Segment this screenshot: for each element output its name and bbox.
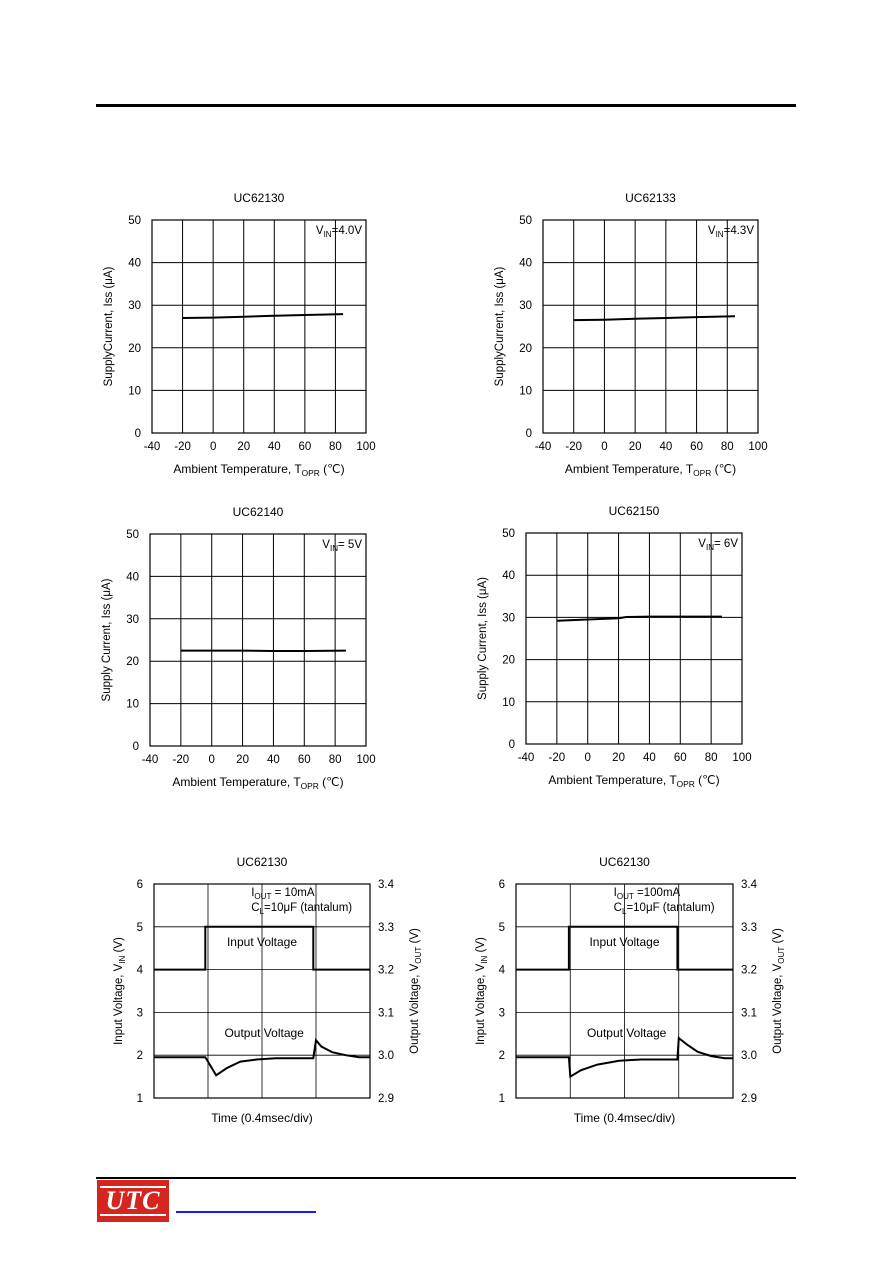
x-tick-label: -40 — [143, 441, 161, 453]
condition-label-main: V — [322, 539, 330, 551]
y-tick-label: 10 — [128, 385, 141, 398]
y-axis-label-left-tail: (V) — [113, 937, 125, 956]
y-tick-label-left: 6 — [136, 879, 143, 891]
condition-label — [614, 887, 681, 901]
x-tick-label: 40 — [659, 441, 673, 453]
y-tick-label: 10 — [502, 696, 515, 709]
plot-frame — [526, 533, 742, 744]
x-tick-label: -40 — [534, 441, 552, 453]
y-tick-label-right: 3.2 — [741, 964, 757, 977]
y-tick-label: 20 — [519, 342, 532, 355]
x-tick-label: 0 — [209, 441, 217, 453]
y-tick-label: 20 — [126, 656, 139, 669]
x-axis-label: Time (0.4msec/div) — [211, 1111, 313, 1125]
condition-label-tail: =4.0V — [331, 225, 362, 237]
x-tick-label: 60 — [298, 441, 312, 453]
chart-uc62130-supply-current — [96, 180, 396, 480]
x-axis-label-main: Ambient Temperature, T — [172, 775, 301, 789]
y-axis-label-left-main: Input Voltage, V — [113, 963, 125, 1045]
y-axis-label-right-main: Output Voltage, V — [409, 963, 421, 1054]
y-tick-label: 0 — [132, 741, 139, 753]
condition-label-tail: = 5V — [338, 539, 362, 551]
x-tick-label: -20 — [172, 754, 190, 766]
y-axis-label: SupplyCurrent, Iss (μA) — [103, 266, 115, 387]
y-tick-label: 0 — [134, 428, 141, 440]
y-axis-label-right-tail: (V) — [772, 928, 784, 947]
condition-label-main: I — [251, 887, 255, 899]
y-axis-label-left-sub: IN — [479, 955, 489, 964]
x-axis-label-sub: OPR — [676, 779, 695, 789]
x-axis-label — [565, 462, 736, 478]
chart-uc62130-transient-10ma — [100, 850, 423, 1140]
footer-rule — [96, 1177, 796, 1179]
condition-label — [251, 902, 352, 916]
chart-title: UC62140 — [232, 505, 284, 519]
x-tick-label: 80 — [704, 752, 718, 764]
condition-label-main: V — [315, 225, 324, 237]
x-axis-label-sub: OPR — [301, 468, 320, 478]
x-tick-label: 100 — [732, 752, 752, 764]
y-tick-label: 0 — [508, 739, 515, 751]
y-tick-label-right: 3.1 — [741, 1007, 757, 1020]
y-tick-label-right: 2.9 — [741, 1093, 757, 1105]
y-axis-label: Supply Current, Iss (μA) — [101, 578, 113, 702]
y-tick-label-left: 1 — [498, 1093, 505, 1105]
y-tick-label: 0 — [525, 428, 532, 440]
condition-label-main: C — [251, 902, 260, 914]
x-axis-label — [173, 462, 344, 478]
y-tick-label-right: 3.4 — [378, 879, 394, 891]
y-tick-label: 30 — [519, 300, 532, 313]
utc-logo — [97, 1180, 169, 1222]
condition-label-main: V — [707, 225, 716, 237]
x-axis-label-main: Ambient Temperature, T — [173, 462, 302, 476]
chart-title: UC62133 — [625, 191, 676, 205]
y-tick-label-left: 1 — [136, 1093, 143, 1105]
x-tick-label: 40 — [267, 441, 281, 453]
chart-title: UC62130 — [599, 855, 650, 869]
condition-label — [698, 538, 738, 552]
condition-label-main: C — [613, 902, 622, 914]
x-axis-label-main: Ambient Temperature, T — [548, 773, 677, 787]
y-axis-label-left-tail: (V) — [475, 937, 487, 956]
utc-logo-text: UTC — [100, 1186, 166, 1216]
chart-uc62130-transient-100ma — [462, 850, 792, 1140]
y-tick-label: 40 — [502, 570, 515, 583]
x-tick-label: 60 — [690, 441, 703, 453]
plot-frame — [543, 220, 758, 433]
y-tick-label-left: 6 — [498, 879, 505, 891]
y-axis-label-right-main: Output Voltage, V — [772, 963, 784, 1054]
y-tick-label-left: 3 — [136, 1007, 143, 1020]
y-tick-label-left: 4 — [136, 964, 143, 977]
y-axis-label-right-sub: OUT — [776, 946, 786, 964]
input-voltage-label: Input Voltage — [226, 935, 298, 949]
chart-title: UC62130 — [236, 855, 288, 869]
condition-label — [708, 225, 754, 239]
y-axis-label-right — [772, 928, 786, 1054]
condition-label — [614, 902, 715, 916]
y-tick-label-right: 2.9 — [378, 1093, 394, 1105]
y-tick-label: 30 — [126, 613, 139, 626]
x-tick-label: -40 — [141, 754, 159, 766]
y-tick-label-right: 3.3 — [741, 921, 757, 934]
x-tick-label: 40 — [267, 754, 280, 766]
condition-label — [251, 887, 315, 901]
y-axis-label-left-sub: IN — [117, 955, 127, 964]
x-tick-label: 100 — [748, 441, 768, 453]
x-axis-label-tail: (℃) — [711, 462, 737, 476]
x-tick-label: -20 — [565, 441, 583, 453]
y-tick-label: 40 — [519, 257, 532, 270]
condition-label-tail: = 6V — [714, 538, 738, 550]
x-tick-label: 0 — [584, 752, 591, 764]
x-tick-label: 100 — [356, 754, 376, 766]
y-axis-label-left — [475, 937, 489, 1045]
condition-label — [322, 539, 362, 553]
input-voltage-label: Input Voltage — [589, 935, 660, 949]
y-tick-label: 40 — [126, 571, 139, 584]
chart-title: UC62150 — [608, 504, 660, 518]
condition-label-tail: =10μF (tantalum) — [626, 902, 715, 914]
x-axis-label-tail: (℃) — [694, 773, 720, 787]
y-tick-label: 50 — [128, 215, 141, 227]
y-tick-label-left: 5 — [136, 921, 143, 934]
y-tick-label: 10 — [519, 385, 532, 398]
condition-label-sub: IN — [323, 229, 332, 239]
y-tick-label-left: 4 — [498, 964, 505, 977]
x-tick-label: 20 — [236, 754, 249, 766]
condition-label-tail: =100mA — [633, 887, 681, 899]
x-axis-label-sub: OPR — [300, 781, 319, 791]
y-tick-label-left: 5 — [498, 921, 505, 934]
chart-uc62140-supply-current — [96, 495, 396, 795]
output-voltage-label: Output Voltage — [586, 1026, 667, 1040]
y-tick-label-left: 2 — [136, 1050, 143, 1063]
condition-label-sub: OUT — [616, 891, 634, 901]
condition-label-sub: L — [259, 906, 264, 916]
condition-label-sub: IN — [329, 543, 339, 553]
y-tick-label-right: 3.0 — [741, 1050, 757, 1063]
header-rule — [96, 104, 796, 107]
plot-frame — [150, 534, 366, 746]
y-axis-label-left — [113, 937, 127, 1045]
y-tick-label: 10 — [126, 698, 139, 711]
x-tick-label: 0 — [208, 754, 215, 766]
x-tick-label: -20 — [548, 752, 566, 764]
x-tick-label: -20 — [174, 441, 191, 453]
condition-label-tail: = 10mA — [271, 887, 315, 899]
y-tick-label: 30 — [502, 612, 515, 625]
y-tick-label-right: 3.0 — [378, 1050, 394, 1063]
x-tick-label: 80 — [328, 754, 342, 766]
y-tick-label: 40 — [128, 257, 141, 270]
x-axis-label-tail: (℃) — [319, 462, 345, 476]
y-axis-label-right-sub: OUT — [413, 946, 423, 964]
y-axis-label: Supply Current, Iss (μA) — [477, 577, 489, 700]
y-tick-label-right: 3.1 — [378, 1007, 394, 1020]
footer-link[interactable] — [176, 1211, 316, 1213]
condition-label-sub: IN — [705, 542, 715, 552]
condition-label — [316, 225, 362, 239]
y-tick-label: 20 — [502, 654, 515, 667]
x-tick-label: 20 — [237, 441, 251, 453]
condition-label-sub: L — [621, 906, 627, 916]
y-tick-label: 20 — [128, 342, 141, 355]
chart-uc62150-supply-current — [470, 495, 770, 795]
x-tick-label: 60 — [673, 752, 687, 764]
y-tick-label: 50 — [519, 215, 532, 227]
y-axis-label-right-tail: (V) — [409, 928, 421, 947]
x-axis-label-main: Ambient Temperature, T — [564, 462, 694, 476]
x-axis-label: Time (0.4msec/div) — [573, 1111, 676, 1125]
y-tick-label-right: 3.4 — [741, 879, 757, 891]
x-tick-label: -40 — [517, 752, 535, 764]
y-tick-label-right: 3.2 — [378, 964, 394, 977]
x-axis-label — [172, 775, 343, 791]
output-voltage-label: Output Voltage — [224, 1026, 304, 1040]
y-tick-label-left: 2 — [498, 1050, 505, 1063]
x-tick-label: 60 — [297, 754, 311, 766]
y-axis-label-left-main: Input Voltage, V — [475, 963, 487, 1045]
x-tick-label: 100 — [356, 441, 376, 453]
plot-frame — [152, 220, 366, 433]
series-line-supply-current — [574, 316, 735, 320]
x-tick-label: 80 — [329, 441, 342, 453]
chart-uc62133-supply-current — [486, 180, 786, 480]
x-tick-label: 80 — [720, 441, 734, 453]
y-tick-label-left: 3 — [498, 1007, 505, 1020]
condition-label-sub: IN — [715, 229, 724, 239]
chart-title: UC62130 — [233, 191, 285, 205]
y-tick-label: 30 — [128, 300, 141, 313]
x-tick-label: 20 — [628, 441, 642, 453]
x-axis-label — [548, 773, 719, 789]
condition-label-sub: OUT — [254, 891, 272, 901]
y-tick-label: 50 — [502, 528, 515, 540]
y-axis-label-right — [409, 928, 423, 1054]
y-axis-label: SupplyCurrent, Iss (μA) — [494, 266, 506, 387]
x-axis-label-sub: OPR — [693, 468, 712, 478]
x-axis-label-tail: (℃) — [318, 775, 344, 789]
condition-label-tail: =10μF (tantalum) — [263, 902, 353, 914]
condition-label-main: I — [613, 887, 617, 899]
x-tick-label: 40 — [643, 752, 656, 764]
condition-label-tail: =4.3V — [723, 225, 754, 237]
x-tick-label: 0 — [601, 441, 608, 453]
x-tick-label: 20 — [612, 752, 625, 764]
y-tick-label-right: 3.3 — [378, 921, 394, 934]
series-line-supply-current — [183, 314, 344, 318]
y-tick-label: 50 — [126, 529, 139, 541]
condition-label-main: V — [698, 538, 706, 550]
